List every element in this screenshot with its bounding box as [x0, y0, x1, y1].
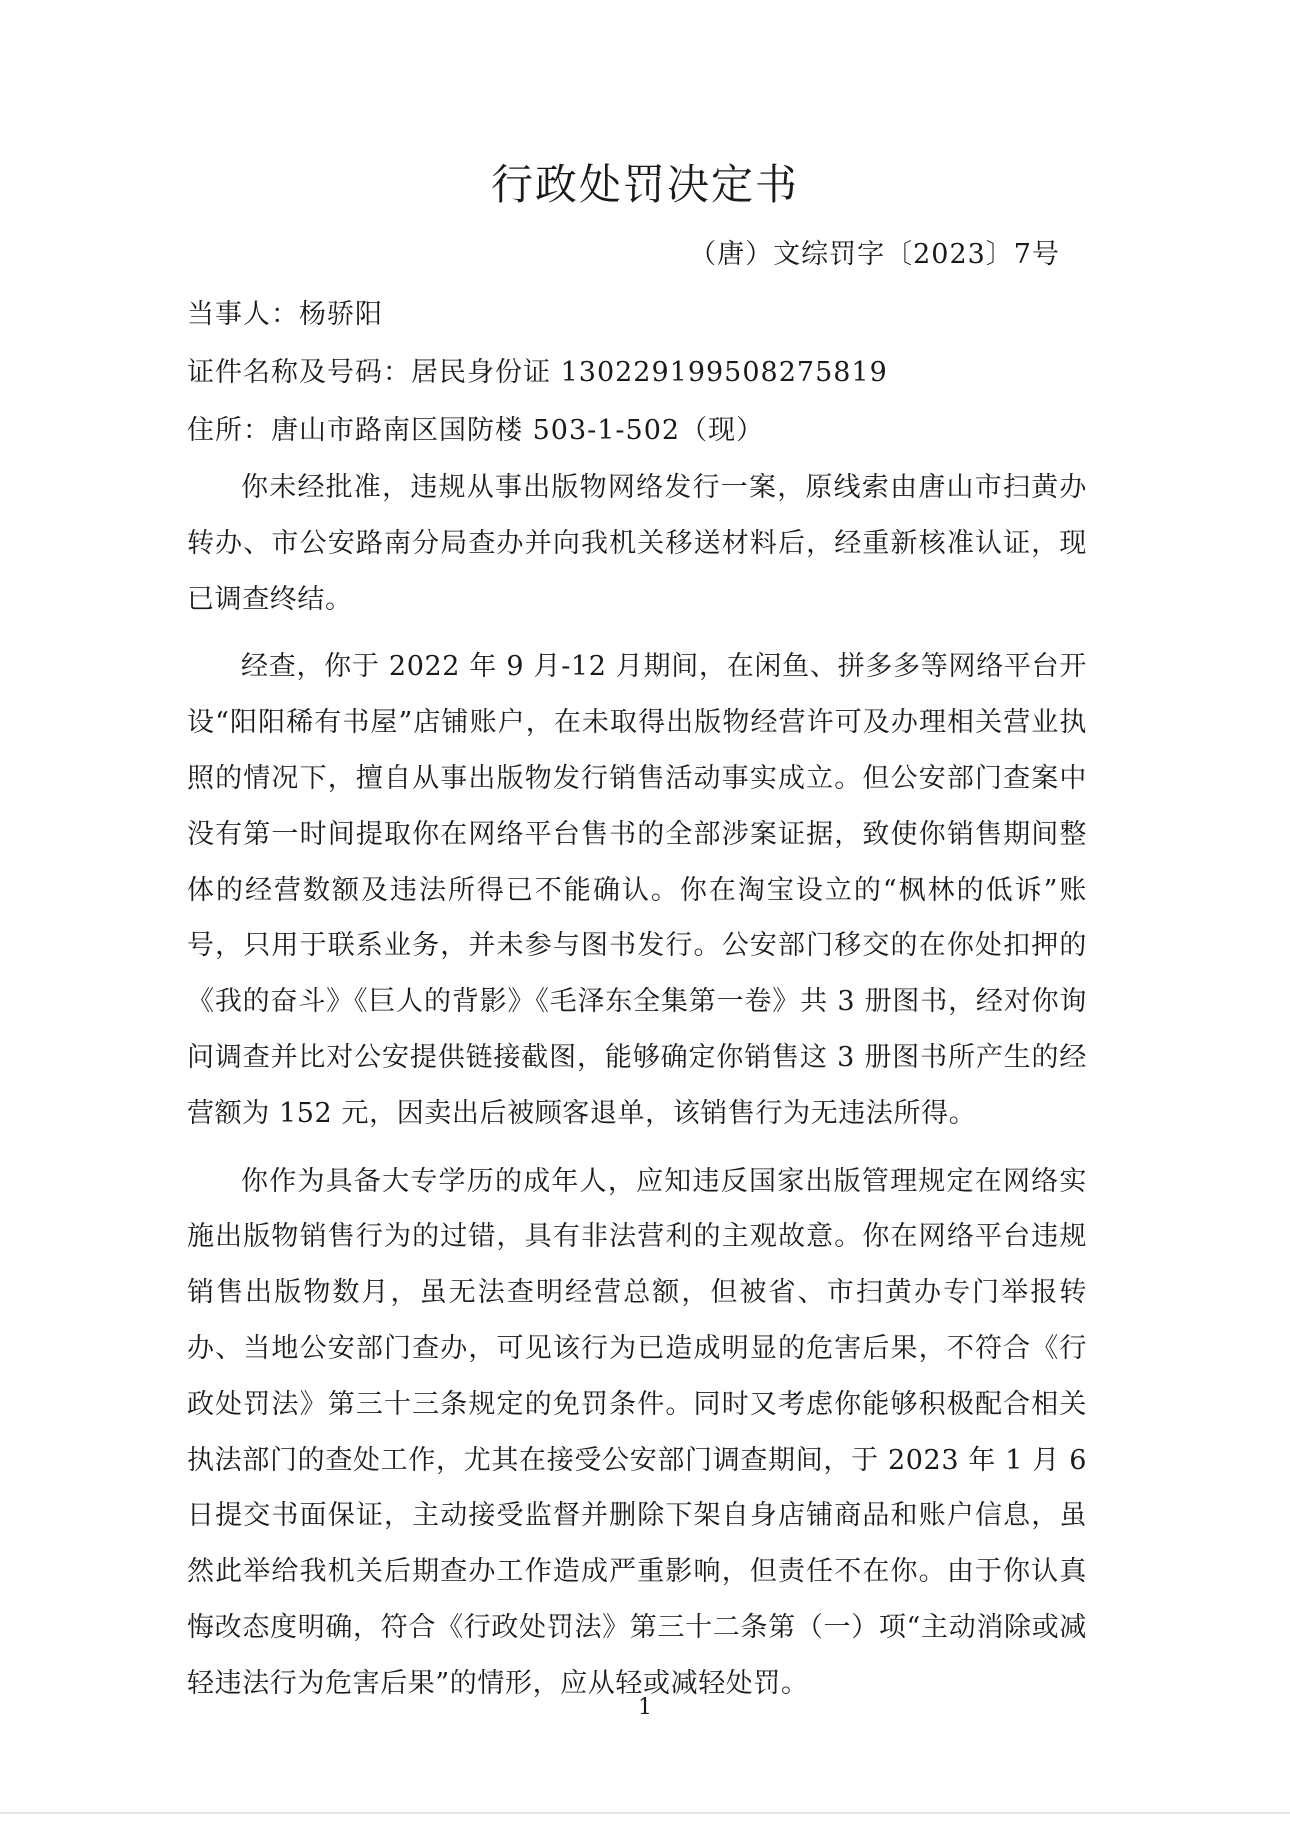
id-field: 证件名称及号码：居民身份证 130229199508275819 — [187, 357, 888, 388]
document-body — [187, 460, 1087, 1724]
page-number: 1 — [638, 1695, 652, 1720]
paragraph: 你未经批准，违规从事出版物网络发行一案，原线索由唐山市扫黄办转办、市公安路南分局查办并向我机关移送材料后，经重新核准认证，现已调查终结。 — [187, 472, 1087, 615]
scan-edge-divider — [0, 1812, 1290, 1814]
address-field: 住所：唐山市路南区国防楼 503-1-502（现） — [187, 415, 765, 446]
paragraph: 经查，你于 2022 年 9 月-12 月期间，在闲鱼、拼多多等网络平台开设“阳阳稀有书屋”店铺账户，在未取得出版物经营许可及办理相关营业执照的情况下，擅自从事出版物发行销售活动事实成立。但公安部门查案中没有第一时间提取你在网络平台售书的全部涉案证据，致使你销售期间整体的经营数额及违法所得已不能确认。你在淘宝设立的“枫林的低诉”账号，只用于联系业务，并未参与图书发行。公安部门移交的在你处扣押的《我的奋斗》《巨人的背影》《毛泽东全集第一卷》共 3 册图书，经对你询问调查并比对公安提供链接截图，能够确定你销售这 3 册图书所产生的经营额为 152 元，因卖出后被顾客退单，该销售行为无违法所得。 — [187, 651, 1087, 1129]
paragraph: 你作为具备大专学历的成年人，应知违反国家出版管理规定在网络实施出版物销售行为的过错，具有非法营利的主观故意。你在网络平台违规销售出版物数月，虽无法查明经营总额，但被省、市扫黄办专门举报转办、当地公安部门查办，可见该行为已造成明显的危害后果，不符合《行政处罚法》第三十三条规定的免罚条件。同时又考虑你能够积极配合相关执法部门的查处工作，尤其在接受公安部门调查期间，于 2023 年 1 月 6 日提交书面保证，主动接受监督并删除下架自身店铺商品和账户信息，虽然此举给我机关后期查办工作造成严重影响，但责任不在你。由于你认真悔改态度明确，符合《行政处罚法》第三十二条第（一）项“主动消除或减轻违法行为危害后果”的情形，应从轻或减轻处罚。 — [187, 1165, 1087, 1699]
document-number: （唐）文综罚字〔2023〕7号 — [689, 239, 1060, 270]
document-title: 行政处罚决定书 — [490, 160, 799, 209]
party-field: 当事人：杨骄阳 — [187, 299, 383, 330]
